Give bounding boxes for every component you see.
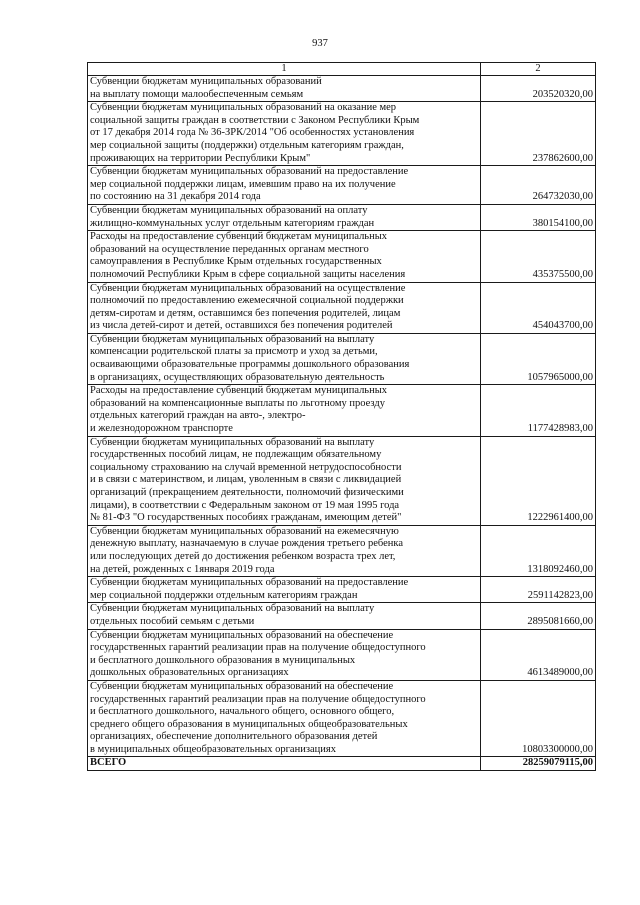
row-amount: 237862600,00 — [481, 102, 596, 166]
row-description: Субвенции бюджетам муниципальных образований на выплату помощи малообеспеченным семьям — [88, 76, 481, 102]
table-row — [88, 436, 596, 525]
table-row — [88, 629, 596, 680]
row-amount: 1222961400,00 — [481, 436, 596, 525]
row-amount: 1177428983,00 — [481, 385, 596, 436]
table-row — [88, 333, 596, 384]
table-row — [88, 102, 596, 166]
table-row — [88, 166, 596, 205]
table-row — [88, 204, 596, 230]
total-label: ВСЕГО — [88, 757, 481, 771]
row-amount: 1057965000,00 — [481, 333, 596, 384]
row-description: Субвенции бюджетам муниципальных образований на оплату жилищно-коммунальных услуг отдельным категориям граждан — [88, 204, 481, 230]
row-description: Субвенции бюджетам муниципальных образований на обеспечение государственных гарантий реализации прав на получение общедоступного и бесплатного дошкольного, начального общего, основного общего, среднего общего образования в муниципальных общеобразовательных организациях, обеспечение дополнительного образования детей в муниципальных общеобразовательных организациях — [88, 680, 481, 757]
column-header-1: 1 — [88, 63, 481, 76]
table-row — [88, 680, 596, 757]
page-number: 937 — [312, 38, 328, 49]
row-amount: 4613489000,00 — [481, 629, 596, 680]
column-number-row — [88, 63, 596, 76]
row-description: Расходы на предоставление субвенций бюджетам муниципальных образований на осуществление переданных органам местного самоуправления в Республике Крым отдельных государственных полномочий Республики Крым в сфере социальной защиты населения — [88, 231, 481, 282]
table-row — [88, 385, 596, 436]
row-description: Субвенции бюджетам муниципальных образований на выплату отдельных пособий семьям с детьми — [88, 603, 481, 629]
table-row — [88, 525, 596, 576]
table-row — [88, 76, 596, 102]
row-description: Расходы на предоставление субвенций бюджетам муниципальных образований на компенсационные выплаты по льготному проезду отдельных категорий граждан на авто-, электро- и железнодорожном транспорте — [88, 385, 481, 436]
row-description: Субвенции бюджетам муниципальных образований на предоставление мер социальной поддержки лицам, имевшим право на их получение по состоянию на 31 декабря 2014 года — [88, 166, 481, 205]
table-row — [88, 231, 596, 282]
total-row — [88, 757, 596, 771]
row-amount: 264732030,00 — [481, 166, 596, 205]
row-amount: 1318092460,00 — [481, 525, 596, 576]
row-description: Субвенции бюджетам муниципальных образований на обеспечение государственных гарантий реализации прав на получение общедоступного и бесплатного дошкольного образования в муниципальных дошкольных образовательных организациях — [88, 629, 481, 680]
table-row — [88, 603, 596, 629]
total-amount: 28259079115,00 — [481, 757, 596, 771]
subvention-table — [87, 62, 596, 771]
row-description: Субвенции бюджетам муниципальных образований на оказание мер социальной защиты граждан в соответствии с Законом Республики Крым от 17 декабря 2014 года № 36-ЗРК/2014 "Об особенностях установления мер социальной защиты (поддержки) отдельным категориям граждан, проживающих на территории Республики Крым" — [88, 102, 481, 166]
row-description: Субвенции бюджетам муниципальных образований на предоставление мер социальной поддержки отдельным категориям граждан — [88, 577, 481, 603]
row-amount: 454043700,00 — [481, 282, 596, 333]
row-amount: 2895081660,00 — [481, 603, 596, 629]
row-description: Субвенции бюджетам муниципальных образований на осуществление полномочий по предоставлению ежемесячной социальной поддержки детям-сиротам и детям, оставшимся без попечения родителей, лицам из числа детей-сирот и детей, оставшихся без попечения родителей — [88, 282, 481, 333]
column-header-2: 2 — [481, 63, 596, 76]
row-description: Субвенции бюджетам муниципальных образований на ежемесячную денежную выплату, назначаемую в случае рождения третьего ребенка или последующих детей до достижения ребенком возраста трех лет, на детей, рожденных с 1января 2019 года — [88, 525, 481, 576]
row-amount: 203520320,00 — [481, 76, 596, 102]
row-amount: 2591142823,00 — [481, 577, 596, 603]
row-amount: 10803300000,00 — [481, 680, 596, 757]
row-amount: 435375500,00 — [481, 231, 596, 282]
row-description: Субвенции бюджетам муниципальных образований на выплату компенсации родительской платы за присмотр и уход за детьми, осваивающими образовательные программы дошкольного образования в организациях, осуществляющих образовательную деятельность — [88, 333, 481, 384]
row-amount: 380154100,00 — [481, 204, 596, 230]
row-description: Субвенции бюджетам муниципальных образований на выплату государственных пособий лицам, не подлежащим обязательному социальному страхованию на случай временной нетрудоспособности и в связи с материнством, и лицам, уволенным в связи с ликвидацией организаций (прекращением деятельности, полномочий физическими лицами), в соответствии с Федеральным законом от 19 мая 1995 года № 81-ФЗ "О государственных пособиях гражданам, имеющим детей" — [88, 436, 481, 525]
table-row — [88, 577, 596, 603]
table-row — [88, 282, 596, 333]
